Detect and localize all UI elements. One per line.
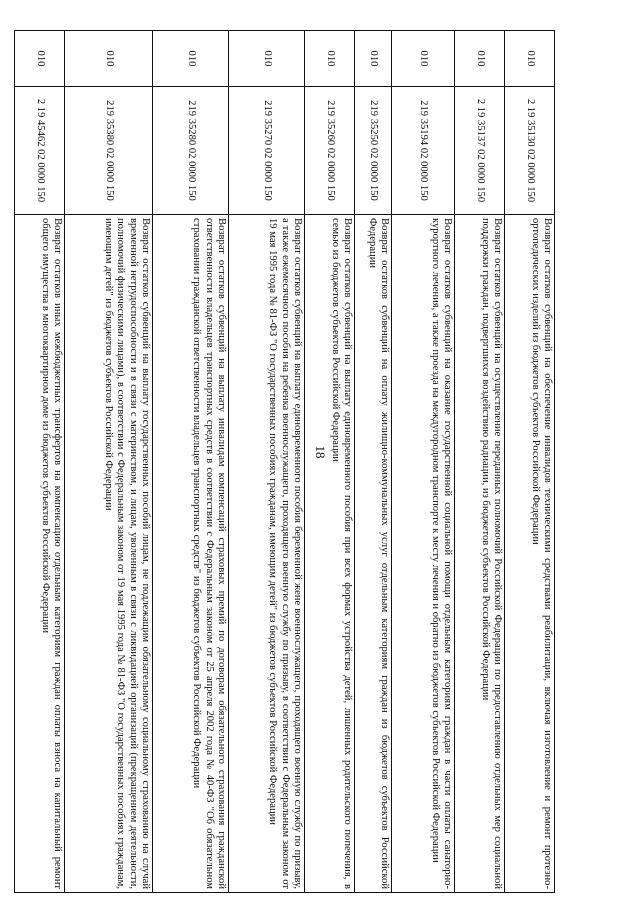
description-cell: Возврат остатков субвенций на выплату единовременного пособия беременной жене военнослужащего, проходящего военную службу по призыву, а также ежемесячного пособия на ребенка военнослужащего, проходящего военную службу по призыву, в соответствии с Федеральным законом от 19 мая 1995 года № 81-ФЗ "О государственных пособиях гражданам, имеющим детей" из бюджетов субъектов Российской Федерации <box>229 215 305 893</box>
table-row <box>229 31 305 893</box>
budget-code-cell: 219 35260 02 0000 150 <box>305 87 355 215</box>
table-row <box>15 31 65 893</box>
admin-code-cell: 010 <box>355 31 392 87</box>
table-row <box>392 31 455 893</box>
description-cell: Возврат остатков субвенций на выплату государственных пособий лицам, не подлежащим обязательному социальному страхованию на случай временной нетрудоспособности и в связи с материнством, и лицам, уволенным в связи с ликвидацией организаций (прекращением деятельности, полномочий физическими лицами), в соответствии с Федеральным законом от 19 мая 1995 года № 81-ФЗ "О государственных пособиях гражданам, имеющим детей" из бюджетов субъектов Российской Федерации <box>65 215 153 893</box>
admin-code-cell: 010 <box>305 31 355 87</box>
table-row <box>355 31 392 893</box>
budget-code-cell: 2 19 35137 02 0000 150 <box>455 87 505 215</box>
budget-codes-table <box>14 30 555 893</box>
description-cell: Возврат остатков иных межбюджетных трансфертов на компенсацию отдельным категориям граждан оплаты взноса на капитальный ремонт общего имущества в многоквартирном доме из бюджетов субъектов Российской Федерации <box>15 215 65 893</box>
budget-code-cell: 219 35250 02 0000 150 <box>355 87 392 215</box>
description-cell: Возврат остатков субвенций на оказание государственной социальной помощи отдельным категориям граждан в части оплаты санаторно-курортного лечения, а также проезда на междугородном транспорте к месту лечения и обратно из бюджетов субъектов Российской Федерации <box>392 215 455 893</box>
table-row <box>455 31 505 893</box>
admin-code-cell: 010 <box>229 31 305 87</box>
page-number: 18 <box>313 445 328 459</box>
budget-code-cell: 219 35270 02 0000 150 <box>229 87 305 215</box>
admin-code-cell: 010 <box>455 31 505 87</box>
description-cell: Возврат остатков субвенций на выплату инвалидам компенсаций страховых премий по договорам обязательного страхования гражданской ответственности владельцев транспортных средств в соответствии с Федеральным законом от 25 апреля 2002 года № 40-ФЗ "Об обязательном страховании гражданской ответственности владельцев транспортных средств" из бюджетов субъектов Российской Федерации <box>153 215 229 893</box>
budget-code-cell: 219 35380 02 0000 150 <box>65 87 153 215</box>
table-row <box>65 31 153 893</box>
admin-code-cell: 010 <box>65 31 153 87</box>
admin-code-cell: 010 <box>505 31 555 87</box>
table-row <box>505 31 555 893</box>
rotated-table-wrapper <box>34 30 555 892</box>
admin-code-cell: 010 <box>153 31 229 87</box>
budget-code-cell: 2 19 45462 02 0000 150 <box>15 87 65 215</box>
admin-code-cell: 010 <box>15 31 65 87</box>
budget-code-cell: 2 19 35130 02 0000 150 <box>505 87 555 215</box>
admin-code-cell: 010 <box>392 31 455 87</box>
table-row <box>305 31 355 893</box>
description-cell: Возврат остатков субвенций на выплату единовременного пособия при всех формах устройства детей, лишенных родительского попечения, в семью из бюджетов субъектов Российской Федерации <box>305 215 355 893</box>
budget-code-cell: 219 35194 02 0000 150 <box>392 87 455 215</box>
budget-code-cell: 219 35280 02 0000 150 <box>153 87 229 215</box>
description-cell: Возврат остатков субвенций на обеспечение инвалидов техническими средствами реабилитации, включая изготовление и ремонт протезно-ортопедических изделий из бюджетов субъектов Российской Федерации <box>505 215 555 893</box>
description-cell: Возврат остатков субвенций на осуществление переданных полномочий Российской Федерации по предоставлению отдельных мер социальной поддержки граждан, подвергшихся воздействию радиации, из бюджетов субъектов Российской Федерации <box>455 215 505 893</box>
table-row <box>153 31 229 893</box>
description-cell: Возврат остатков субвенций на оплату жилищно-коммунальных услуг отдельным категориям граждан из бюджетов субъектов Российской Федерации <box>355 215 392 893</box>
